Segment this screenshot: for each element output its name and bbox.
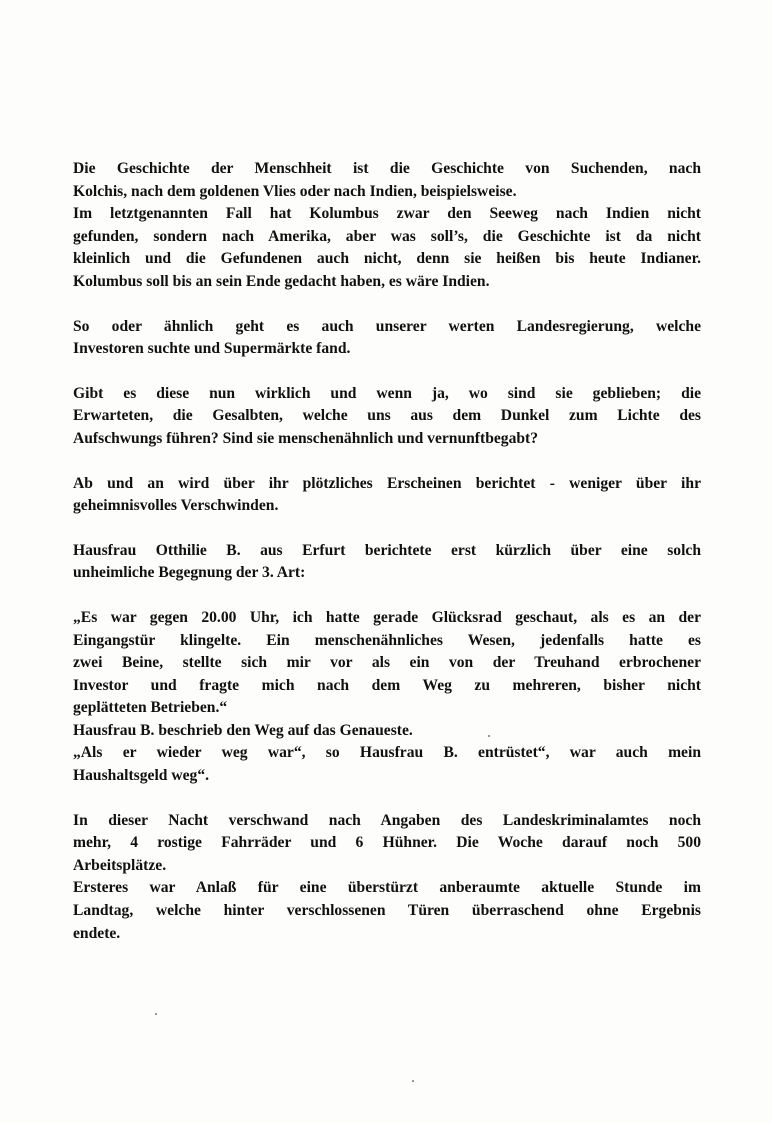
scan-speck [412,1080,414,1082]
text-line: Arbeitsplätze. [73,856,167,874]
scan-speck [155,1013,157,1015]
text-line: Haushaltsgeld weg“. [73,767,210,785]
text-line: endete. [73,924,121,942]
text-line: Kolchis, nach dem goldenen Vlies oder nach Indien, beispielsweise. [73,182,517,200]
text-line: Kolumbus soll bis an sein Ende gedacht haben, es wäre Indien. [73,272,490,290]
text-line: Landtag, welche hinter verschlossenen Türen überraschend ohne Ergebnis [73,902,701,920]
text-line: „Als er wieder weg war“, so Hausfrau B. entrüstet“, war auch mein [73,744,701,762]
document-body [73,158,701,945]
paragraph-7 [73,810,701,946]
text-line: Im letztgenannten Fall hat Kolumbus zwar den Seeweg nach Indien nicht [73,205,701,223]
paragraph-6 [73,607,701,788]
text-line: gefunden, sondern nach Amerika, aber was soll’s, die Geschichte ist da nicht [73,227,701,245]
paragraph-4 [73,473,701,518]
text-line: Gibt es diese nun wirklich und wenn ja, wo sind sie geblieben; die [73,384,701,402]
text-line: Eingangstür klingelte. Ein menschenähnliches Wesen, jedenfalls hatte es [73,631,701,649]
text-line: Investor und fragte mich nach dem Weg zu mehreren, bisher nicht [73,676,701,694]
text-line: So oder ähnlich geht es auch unserer werten Landesregierung, welche [73,317,701,335]
text-line: geheimnisvolles Verschwinden. [73,497,279,515]
text-line: Die Geschichte der Menschheit ist die Geschichte von Suchenden, nach [73,160,701,177]
text-line: Hausfrau B. beschrieb den Weg auf das Genaueste. [73,721,413,739]
scan-speck [488,735,490,737]
text-line: kleinlich und die Gefundenen auch nicht, denn sie heißen bis heute Indianer. [73,250,701,268]
paragraph-3 [73,383,701,451]
paragraph-5 [73,540,701,585]
text-line: „Es war gegen 20.00 Uhr, ich hatte gerade Glücksrad geschaut, als es an der [73,608,701,626]
text-line: Ab und an wird über ihr plötzliches Erscheinen berichtet - weniger über ihr [73,474,701,492]
text-line: Aufschwungs führen? Sind sie menschenähnlich und vernunftbegabt? [73,429,539,447]
paragraph-2 [73,316,701,361]
text-line: zwei Beine, stellte sich mir vor als ein von der Treuhand erbrochener [73,654,701,672]
text-line: Erwarteten, die Gesalbten, welche uns aus dem Dunkel zum Lichte des [73,407,701,425]
text-line: unheimliche Begegnung der 3. Art: [73,564,306,582]
paragraph-1 [73,158,701,294]
text-line: Hausfrau Otthilie B. aus Erfurt berichtete erst kürzlich über eine solch [73,541,701,559]
text-line: mehr, 4 rostige Fahrräder und 6 Hühner. Die Woche darauf noch 500 [73,834,701,852]
text-line: Investoren suchte und Supermärkte fand. [73,340,351,358]
text-line: Ersteres war Anlaß für eine überstürzt anberaumte aktuelle Stunde im [73,879,701,897]
text-line: geplätteten Betrieben.“ [73,699,228,717]
text-line: In dieser Nacht verschwand nach Angaben des Landeskriminalamtes noch [73,811,701,829]
